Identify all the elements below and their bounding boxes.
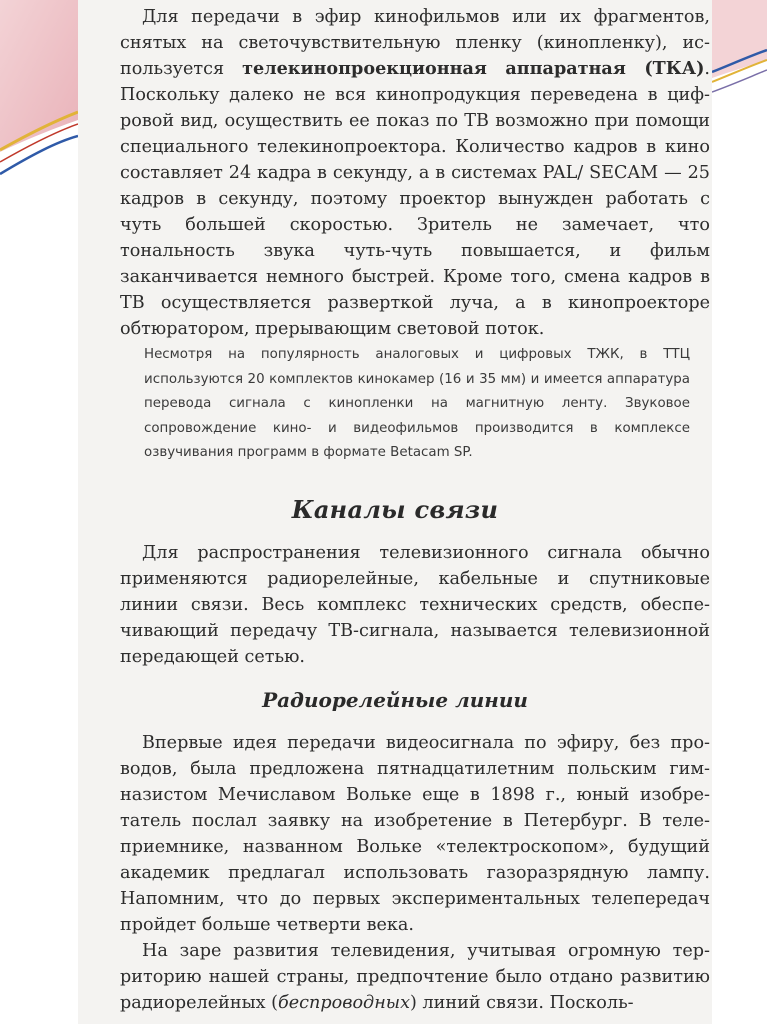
radio-paragraph-2-end: ) линий связи. Посколь- xyxy=(410,993,634,1013)
note-box-text: Несмотря на популярность аналоговых и цифровых ТЖК, в ТТЦ используются 20 комплектов кинокамер (16 и 35 мм) и имеется аппаратура перевода сигнала с кинопленки на магнитную ленту. Звуковое сопровождение кино- и видеофильмов производится в комплексе озвучивания программ в формате Betacam SP. xyxy=(144,347,690,460)
slide-corner-graphic xyxy=(712,0,767,110)
heading-radio-relay-lines: Радиорелейные линии xyxy=(262,688,528,712)
tka-term: телекинопроекционная аппаратная (ТКА) xyxy=(242,58,705,79)
heading-communication-channels: Каналы связи xyxy=(291,495,499,524)
wireless-term: беспроводных xyxy=(278,993,411,1013)
textbook-page xyxy=(78,0,712,1024)
slide-decoration-right xyxy=(712,0,767,110)
intro-paragraph xyxy=(120,4,710,342)
slide-swoosh-graphic xyxy=(0,0,78,190)
slide-decoration-left xyxy=(0,0,78,190)
radio-paragraph-2 xyxy=(120,938,710,1016)
intro-paragraph-start: Для передачи в эфир кинофильмов или их фрагментов, снятых на светочувствительную пленку (кинопленку), используется xyxy=(120,7,710,79)
radio-paragraph-1: Впервые идея передачи видеосигнала по эфиру, без проводов, была предложена пятнадцатилетним польским гимназистом Мечиславом Вольке еще в 1898 г., юный изобретатель послал заявку на изобретение в Петербург. В телеприемнике, названном Вольке «телектроскопом», будущий академик предлагал использовать газоразрядную лампу. Напомним, что до первых экспериментальных телепередач пройдет больше четверти века. xyxy=(120,733,710,935)
channels-paragraph: Для распространения телевизионного сигнала обычно применяются радиорелейные, кабельные и спутниковые линии связи. Весь комплекс технических средств, обеспечивающий передачу ТВ-сигнала, называется телевизионной передающей сетью. xyxy=(120,543,710,667)
radio-paragraph-2-start: На заре развития телевидения, учитывая огромную территорию нашей страны, предпочтение было отдано развитию радиорелейных ( xyxy=(120,941,710,1013)
intro-paragraph-end: . Поскольку далеко не вся кинопродукция переведена в цифровой вид, осуществить ее показ по ТВ возможно при помощи специального телекинопроектора. Количество кадров в кино составляет 24 кадра в секунду, а в системах PAL/ SECAM — 25 кадров в секунду, поэтому проектор вынужден работать с чуть большей скоростью. Зритель не замечает, что тональность звука чуть-чуть повышается, и фильм заканчивается немного быстрей. Кроме того, смена кадров в ТВ осуществляется разверткой луча, а в кинопроекторе обтюратором, прерывающим световой поток. xyxy=(120,59,710,339)
